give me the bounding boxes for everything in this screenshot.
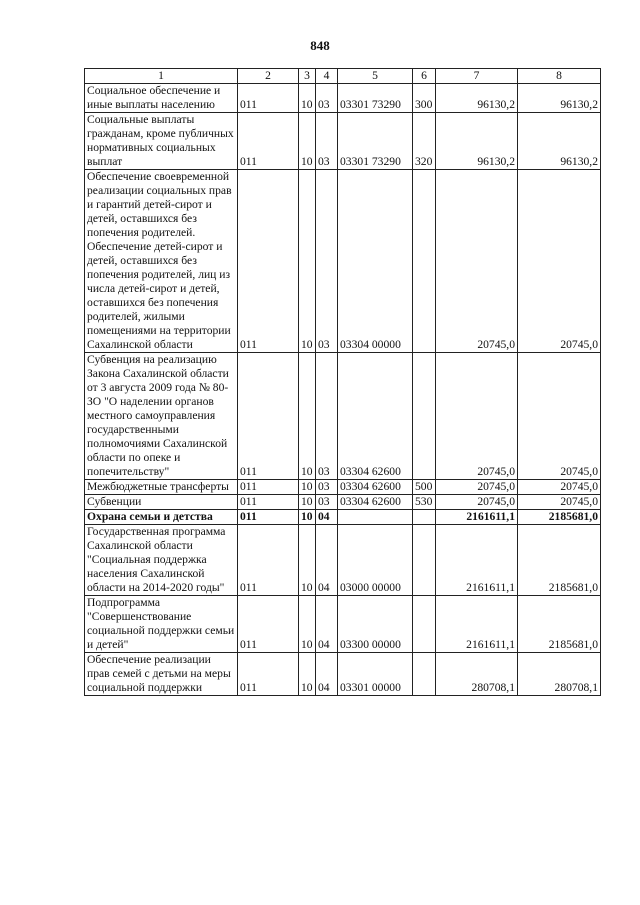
table-row: [85, 170, 601, 353]
row-amount-8: 2185681,0: [518, 510, 601, 525]
row-amount-7: 2161611,1: [436, 510, 518, 525]
row-code-4: 04: [316, 653, 338, 696]
row-code-6: [413, 525, 436, 596]
row-code-6: [413, 353, 436, 480]
row-amount-7: 96130,2: [436, 84, 518, 113]
row-code-2: 011: [238, 170, 299, 353]
row-code-6: [413, 510, 436, 525]
row-code-5: 03301 73290: [338, 84, 413, 113]
row-code-2: 011: [238, 113, 299, 170]
row-amount-8: 96130,2: [518, 84, 601, 113]
row-amount-8: 20745,0: [518, 353, 601, 480]
row-code-6: [413, 596, 436, 653]
row-name: Субвенция на реализацию Закона Сахалинской области от 3 августа 2009 года № 80-ЗО "О наделении органов местного самоуправления государственными полномочиями Сахалинской области по опеке и попечительству": [85, 353, 238, 480]
row-name: Обеспечение своевременной реализации социальных прав и гарантий детей-сирот и детей, оставшихся без попечения родителей. Обеспечение детей-сирот и детей, оставшихся без попечения родителей, лиц из числа детей-сирот и детей, оставшихся без попечения родителей, жилыми помещениями на территории Сахалинской области: [85, 170, 238, 353]
row-amount-8: 20745,0: [518, 480, 601, 495]
row-amount-7: 20745,0: [436, 480, 518, 495]
table-row: [85, 84, 601, 113]
row-code-6: 300: [413, 84, 436, 113]
row-amount-8: 20745,0: [518, 495, 601, 510]
row-code-3: 10: [299, 525, 316, 596]
row-amount-8: 96130,2: [518, 113, 601, 170]
row-amount-8: 20745,0: [518, 170, 601, 353]
header-cell: 2: [238, 69, 299, 84]
row-code-6: 530: [413, 495, 436, 510]
row-amount-7: 280708,1: [436, 653, 518, 696]
row-amount-7: 96130,2: [436, 113, 518, 170]
table-row: [85, 653, 601, 696]
row-code-6: [413, 653, 436, 696]
row-code-2: 011: [238, 84, 299, 113]
table-row: [85, 113, 601, 170]
table-row: [85, 525, 601, 596]
header-cell: 4: [316, 69, 338, 84]
header-cell: 7: [436, 69, 518, 84]
row-code-4: 03: [316, 170, 338, 353]
row-amount-8: 2185681,0: [518, 596, 601, 653]
row-code-5: 03304 00000: [338, 170, 413, 353]
row-code-4: 04: [316, 510, 338, 525]
header-row: [85, 69, 601, 84]
row-name: Обеспечение реализации прав семей с детьми на меры социальной поддержки: [85, 653, 238, 696]
row-code-5: 03301 73290: [338, 113, 413, 170]
row-name: Социальные выплаты гражданам, кроме публичных нормативных социальных выплат: [85, 113, 238, 170]
row-code-5: 03000 00000: [338, 525, 413, 596]
row-code-2: 011: [238, 495, 299, 510]
row-code-3: 10: [299, 84, 316, 113]
table-row-section: [85, 510, 601, 525]
header-cell: 3: [299, 69, 316, 84]
row-amount-7: 2161611,1: [436, 525, 518, 596]
row-code-6: 320: [413, 113, 436, 170]
row-amount-7: 2161611,1: [436, 596, 518, 653]
row-code-2: 011: [238, 653, 299, 696]
table-row: [85, 480, 601, 495]
row-name: Государственная программа Сахалинской области "Социальная поддержка населения Сахалинской области на 2014-2020 годы": [85, 525, 238, 596]
row-code-4: 03: [316, 480, 338, 495]
row-code-2: 011: [238, 510, 299, 525]
row-code-3: 10: [299, 113, 316, 170]
row-code-3: 10: [299, 495, 316, 510]
row-code-4: 03: [316, 84, 338, 113]
table-row: [85, 353, 601, 480]
row-name: Подпрограмма "Совершенствование социальной поддержки семьи и детей": [85, 596, 238, 653]
row-name: Субвенции: [85, 495, 238, 510]
header-cell: 1: [85, 69, 238, 84]
row-code-2: 011: [238, 596, 299, 653]
row-code-5: 03304 62600: [338, 480, 413, 495]
row-code-5: 03304 62600: [338, 353, 413, 480]
row-code-6: [413, 170, 436, 353]
row-code-5: 03301 00000: [338, 653, 413, 696]
row-code-5: 03300 00000: [338, 596, 413, 653]
row-amount-8: 2185681,0: [518, 525, 601, 596]
row-code-3: 10: [299, 510, 316, 525]
row-code-4: 04: [316, 525, 338, 596]
row-code-4: 03: [316, 353, 338, 480]
header-cell: 6: [413, 69, 436, 84]
row-amount-7: 20745,0: [436, 353, 518, 480]
header-cell: 8: [518, 69, 601, 84]
row-code-3: 10: [299, 653, 316, 696]
row-code-4: 03: [316, 495, 338, 510]
row-name: Социальное обеспечение и иные выплаты населению: [85, 84, 238, 113]
row-code-2: 011: [238, 353, 299, 480]
row-amount-7: 20745,0: [436, 495, 518, 510]
header-cell: 5: [338, 69, 413, 84]
row-code-6: 500: [413, 480, 436, 495]
row-name: Охрана семьи и детства: [85, 510, 238, 525]
budget-table: [84, 68, 601, 696]
row-code-4: 03: [316, 113, 338, 170]
row-code-3: 10: [299, 170, 316, 353]
row-amount-7: 20745,0: [436, 170, 518, 353]
row-code-3: 10: [299, 596, 316, 653]
page-number: 848: [310, 38, 330, 53]
row-code-4: 04: [316, 596, 338, 653]
table-row: [85, 596, 601, 653]
row-code-2: 011: [238, 480, 299, 495]
row-amount-8: 280708,1: [518, 653, 601, 696]
row-code-5: [338, 510, 413, 525]
table-row: [85, 495, 601, 510]
row-code-3: 10: [299, 353, 316, 480]
row-code-3: 10: [299, 480, 316, 495]
row-name: Межбюджетные трансферты: [85, 480, 238, 495]
row-code-5: 03304 62600: [338, 495, 413, 510]
row-code-2: 011: [238, 525, 299, 596]
